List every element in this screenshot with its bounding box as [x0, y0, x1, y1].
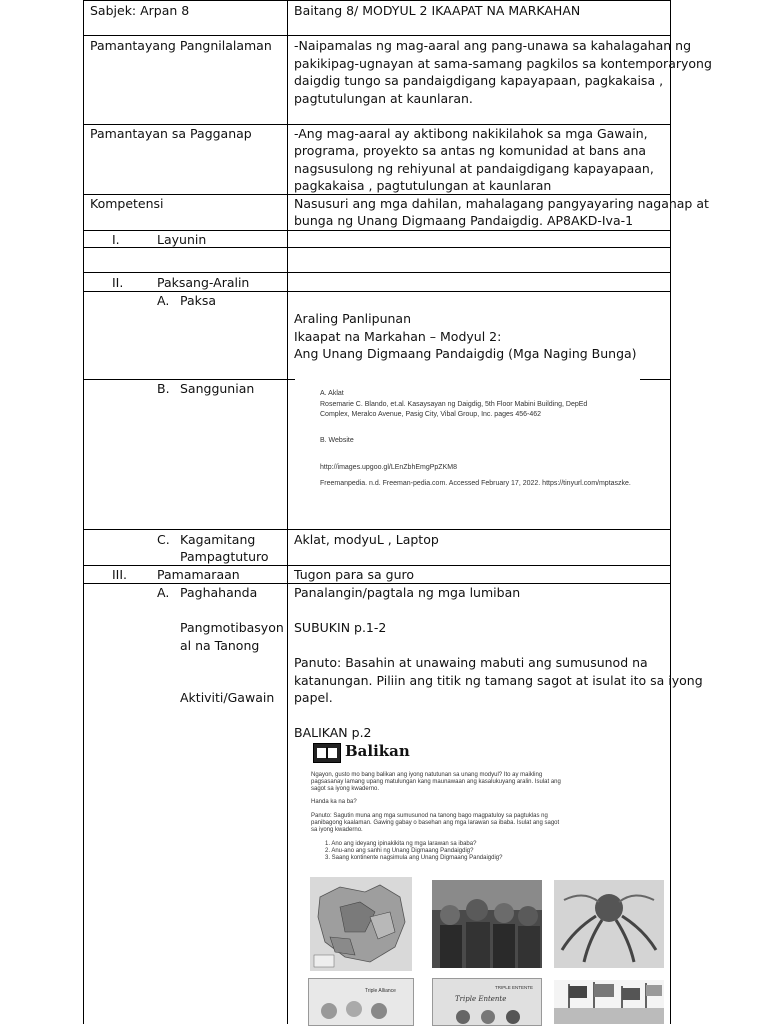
content-standard-line: -Naipamalas ng mag-aaral ang pang-unawa sa kahalagahan ng — [294, 38, 692, 53]
subject-matter-label: Paksa — [180, 293, 217, 308]
balikan-intro-line: sagot sa iyong kwaderno. — [311, 786, 380, 792]
soldiers-photo — [432, 880, 542, 968]
subukin-ref: SUBUKIN p.1-2 — [294, 620, 387, 635]
octopus-cartoon — [554, 880, 664, 968]
balikan-ready: Handa ka na ba? — [311, 799, 357, 805]
flags-image — [554, 980, 664, 1024]
competency-label: Kompetensi — [90, 196, 164, 211]
subject-matter-line: Ang Unang Digmaang Pandaigdig (Mga Naging Bunga) — [294, 346, 637, 361]
table-border-left — [83, 0, 84, 1024]
row-line — [83, 529, 671, 530]
instruction-line: Panuto: Basahin at unawaing mabuti ang sumusunod na — [294, 655, 648, 670]
subject-matter-line: Ikaapat na Markahan – Modyul 2: — [294, 329, 502, 344]
content-standard-line: pakikipag-ugnayan at sama-samang pagkilos sa kontemporaryong — [294, 56, 712, 71]
instruction-line: katanungan. Piliin ang titik ng tamang sagot at isulat ito sa iyong — [294, 673, 703, 688]
book-citation-line: Complex, Meralco Avenue, Pasig City, Vibal Group, Inc. pages 456-462 — [320, 411, 542, 418]
balikan-embedded-image — [305, 740, 665, 1024]
topic-label: Paksang-Aralin — [157, 275, 250, 290]
instruction-line: papel. — [294, 690, 333, 705]
performance-standard-line: pagkakaisa , pagtutulungan at kaunlaran — [294, 178, 552, 193]
preparation-letter: A. — [157, 585, 170, 600]
row-line — [83, 272, 671, 273]
balikan-intro-line: Ngayon, gusto mo bang balikan ang iyong natutunan sa unang modyul? Ito ay maikling — [311, 772, 543, 778]
europe-map-image — [310, 877, 412, 971]
balikan-intro-line: pagsasanay lamang upang matulungan kang maunawaan ang kasalukuyang aralin. Isulat ang — [311, 779, 561, 785]
materials-letter: C. — [157, 532, 170, 547]
balikan-question: 3. Saang kontinente nagsimula ang Unang Digmaang Pandaigdig? — [325, 855, 503, 861]
objectives-label: Layunin — [157, 232, 207, 247]
row-line — [640, 379, 671, 380]
table-divider — [287, 0, 288, 1024]
competency-line: bunga ng Unang Digmaang Pandaigdig. AP8AKD-Iva-1 — [294, 213, 634, 228]
objectives-number: I. — [112, 232, 120, 247]
performance-standard-line: nagsusulong ng rehiyunal at pandaigdigang kapayapaan, — [294, 161, 654, 176]
website-heading: B. Website — [320, 437, 354, 444]
procedure-header: Tugon para sa guro — [294, 567, 415, 582]
motivation-label: al na Tanong — [180, 638, 260, 653]
competency-line: Nasusuri ang mga dahilan, mahalagang pangyayaring naganap at — [294, 196, 709, 211]
grade-module-label: Baitang 8/ MODYUL 2 IKAAPAT NA MARKAHAN — [294, 3, 581, 18]
balikan-panuto-line: panibagong kaalaman. Gawing gabay o basehan ang mga larawan sa ibaba. Isulat ang sagot — [311, 820, 560, 826]
balikan-title: Balikan — [345, 742, 410, 760]
references-label: Sanggunian — [180, 381, 255, 396]
table-border-right — [670, 0, 671, 1024]
triple-entente-caption: Triple Entente — [455, 995, 507, 1003]
balikan-ref: BALIKAN p.2 — [294, 725, 372, 740]
subject-matter-letter: A. — [157, 293, 170, 308]
preparation-label: Paghahanda — [180, 585, 258, 600]
triple-entente-caption-upper: TRIPLE ENTENTE — [495, 985, 534, 990]
materials-value: Aklat, modyuL , Laptop — [294, 532, 439, 547]
activity-label: Aktiviti/Gawain — [180, 690, 275, 705]
balikan-question: 1. Ano ang ideyang ipinakikita ng mga larawan sa ibaba? — [325, 841, 477, 847]
references-letter: B. — [157, 381, 170, 396]
motivation-label: Pangmotibasyon — [180, 620, 284, 635]
row-line — [83, 0, 671, 1]
balikan-panuto-line: Panuto: Sagutin muna ang mga sumusunod na tanong bago magpatuloy sa pagtuklas ng — [311, 813, 548, 819]
subject-matter-line: Araling Panlipunan — [294, 311, 411, 326]
triple-alliance-poster — [308, 978, 414, 1026]
performance-standard-label: Pamantayan sa Pagganap — [90, 126, 252, 141]
performance-standard-line: -Ang mag-aaral ay aktibong nakikilahok sa mga Gawain, — [294, 126, 648, 141]
book-citation-line: Rosemarie C. Blando, et.al. Kasaysayan ng Daigdig, 5th Floor Mabini Building, DepEd — [320, 401, 588, 408]
materials-label: Pampagtuturo — [180, 549, 269, 564]
website-link[interactable]: http://images.upgoo.gl/LEnZbhEmgPpZKM8 — [320, 464, 457, 471]
balikan-panuto-line: sa iyong kwaderno. — [311, 827, 363, 833]
content-standard-line: daigdig tungo sa pandaigdigang kapayapaan, pagkakaisa , — [294, 73, 664, 88]
book-heading: A. Aklat — [320, 390, 344, 397]
procedure-number: III. — [112, 567, 128, 582]
performance-standard-line: programa, proyekto sa antas ng komunidad at bans ana — [294, 143, 647, 158]
subject-label: Sabjek: Arpan 8 — [90, 3, 190, 18]
website-citation: Freemanpedia. n.d. Freeman-pedia.com. Accessed February 17, 2022. https://tinyurl.com/mptaszke. — [320, 480, 631, 487]
content-standard-label: Pamantayang Pangnilalaman — [90, 38, 272, 53]
prayer-attendance: Panalangin/pagtala ng mga lumiban — [294, 585, 521, 600]
triple-entente-poster — [432, 978, 542, 1026]
materials-label: Kagamitang — [180, 532, 256, 547]
row-line — [83, 35, 671, 36]
book-icon — [313, 743, 341, 763]
topic-number: II. — [112, 275, 124, 290]
triple-alliance-caption: Triple Alliance — [365, 988, 396, 994]
procedure-label: Pamamaraan — [157, 567, 240, 582]
content-standard-line: pagtutulungan at kaunlaran. — [294, 91, 473, 106]
balikan-question: 2. Anu-ano ang sanhi ng Unang Digmaang Pandaigdig? — [325, 848, 474, 854]
